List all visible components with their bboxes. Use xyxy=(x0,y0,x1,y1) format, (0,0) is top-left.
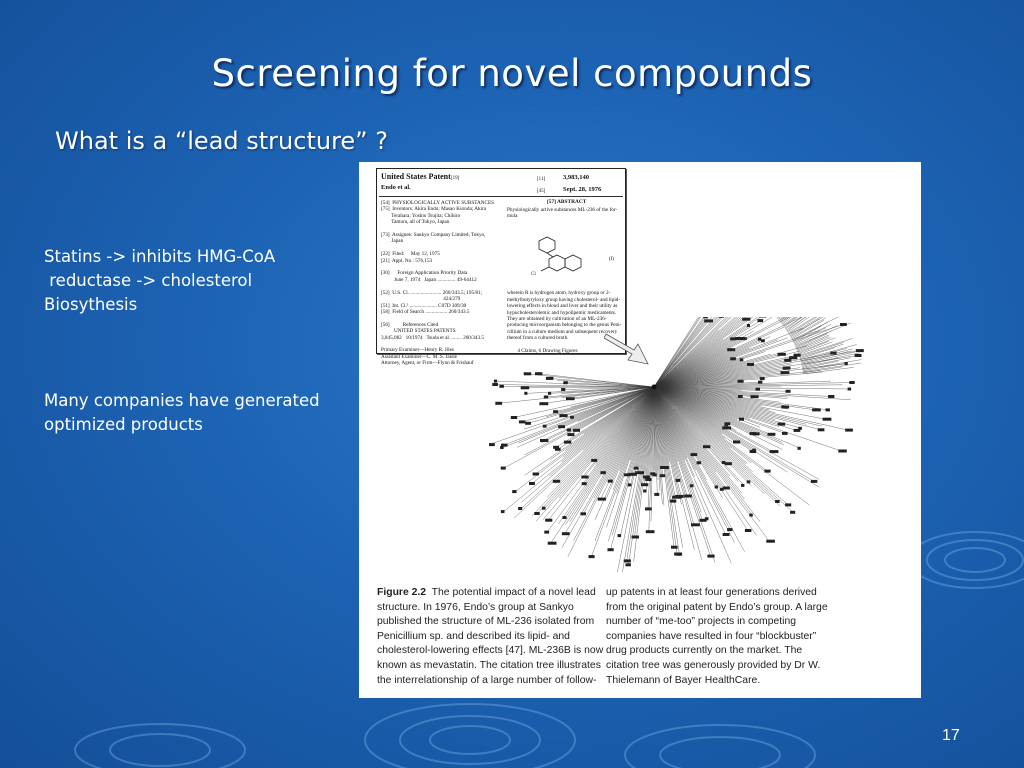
figure-label: Figure 2.2 xyxy=(377,587,427,598)
companies-text: Many companies have generated optimized products xyxy=(44,391,320,434)
slide-title: Screening for novel compounds xyxy=(211,52,813,95)
slide-subtitle: What is a “lead structure” ? xyxy=(55,127,388,155)
patent-header-title: United States Patent xyxy=(381,172,451,181)
caption-left xyxy=(377,586,603,688)
patent-abstract-text: Physiologically active substances ML-236 of the for- mula wherein R is hydrogen atom, hydroxy group or 2- methylbutyryloxy group having cholesterol- and lipid- lowering effects in blood and liver and their utility as hypocholesterolemic and hypolipemic medicaments. They are obtained by cultivation of an ML-236- producing microorganism belonging to the genus Peni- cillium in a culture medium and subsequent recovery thereof from a cultured broth. 4 Claims, 6 Drawing Figures xyxy=(507,207,622,354)
patent-header-number-tag: [19] xyxy=(451,176,460,181)
caption-left-text: The potential impact of a novel lead structure. In 1976, Endo’s group at Sankyo published the structure of ML-236 isolated from Penicillium sp. and described its lipid- and cholesterol-lowering effects [47]. ML-236B is now known as mevastatin. The citation tree illustrates the interrelationship of a large number of follow- xyxy=(377,587,604,686)
figure-image xyxy=(359,162,921,698)
patent-date: Sept. 28, 1976 xyxy=(563,186,602,193)
patent-number: 3,983,140 xyxy=(563,174,589,181)
patent-left-column: [54] PHYSIOLOGICALLY ACTIVE SUBSTANCES [75] Inventors: Akira Endo; Masao Kuroda; Akira Terahara; Yoshio Tsujita; Chihiro Tamura, all of Tokyo, Japan [73] Assignee: Sankyo Company Limited, Tokyo, Japan [22] Filed: May 12, 1975 [21] Appl. No.: 576,153 [30] Foreign Application Priority Data June 7, 1974 Japan .............. 49-64412 [52] U.S. Cl. ........................ 260/343.5; 195/81; 424/279 [51] Int. Cl.² ..................... C07D 309/30 [58] Field of Search ................. 260/343.5 [56] References Cited UNITED STATES PATENTS 3,845,082 10/1974 Tsuda et al. ........ 260/343.5 Primary Examiner—Henry R. Jiles Assistant Examiner—C. M. S. Jaisle Attorney, Agent, or Firm—Flynn & Frishauf xyxy=(381,200,494,367)
chemical-structure xyxy=(527,231,607,277)
patent-number-tag: [11] xyxy=(537,177,546,182)
svg-text:Cl: Cl xyxy=(531,272,536,277)
patent-header-author: Endo et al. xyxy=(381,184,411,191)
caption-right: up patents in at least four generations derived from the original patent by Endo’s group. A large number of “me-too” projects in competing companies have resulted in four “blockbuster” drug products currently on the market. The citation tree was generously provided by Dr W. Thielemann of Bayer HealthCare. xyxy=(606,587,828,686)
citation-tree xyxy=(489,317,909,587)
patent-date-tag: [45] xyxy=(537,189,546,194)
patent-abstract-title: [57] ABSTRACT xyxy=(547,199,587,205)
patent-divider xyxy=(379,196,623,197)
page-number: 17 xyxy=(942,727,960,744)
formula-label: (I) xyxy=(609,257,614,262)
statins-text: Statins -> inhibits HMG-CoA reductase -> cholesterol Biosythesis xyxy=(44,247,276,314)
